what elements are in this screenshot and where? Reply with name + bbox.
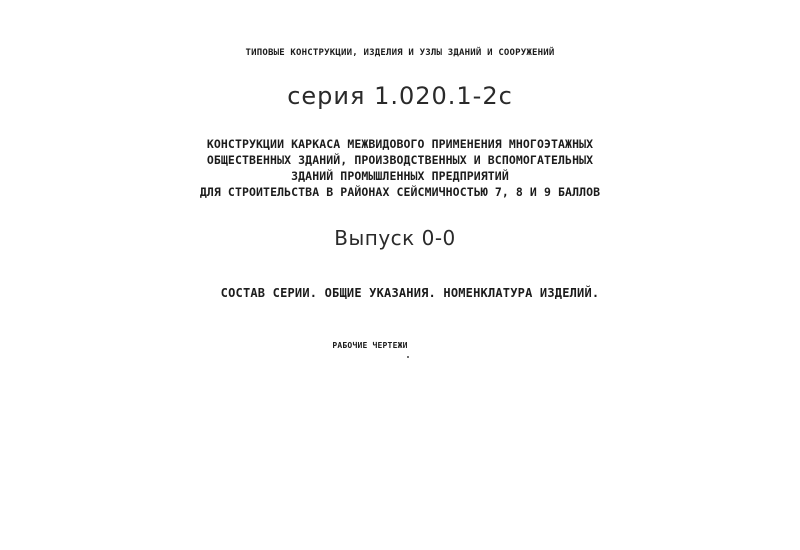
drawings-label: РАБОЧИЕ ЧЕРТЕЖИ	[332, 341, 408, 350]
title-line-3: ЗДАНИЙ ПРОМЫШЛЕННЫХ ПРЕДПРИЯТИЙ	[291, 169, 509, 183]
title-line-2: ОБЩЕСТВЕННЫХ ЗДАНИЙ, ПРОИЗВОДСТВЕННЫХ И ВСПОМОГАТЕЛЬНЫХ	[206, 153, 594, 167]
scan-speck	[407, 356, 409, 358]
title-line-4: ДЛЯ СТРОИТЕЛЬСТВА В РАЙОНАХ СЕЙСМИЧНОСТЬЮ 7, 8 И 9 БАЛЛОВ	[199, 185, 601, 199]
contents-description: СОСТАВ СЕРИИ. ОБЩИЕ УКАЗАНИЯ. НОМЕНКЛАТУРА ИЗДЕЛИЙ.	[220, 286, 600, 300]
document-header: ТИПОВЫЕ КОНСТРУКЦИИ, ИЗДЕЛИЯ И УЗЛЫ ЗДАНИЙ И СООРУЖЕНИЙ	[245, 48, 555, 58]
series-number: серия 1.020.1-2с	[287, 82, 513, 110]
document-title	[0, 136, 800, 200]
issue-number: Выпуск 0-0	[334, 226, 456, 250]
title-line-1: КОНСТРУКЦИИ КАРКАСА МЕЖВИДОВОГО ПРИМЕНЕНИЯ МНОГОЭТАЖНЫХ	[206, 137, 594, 151]
